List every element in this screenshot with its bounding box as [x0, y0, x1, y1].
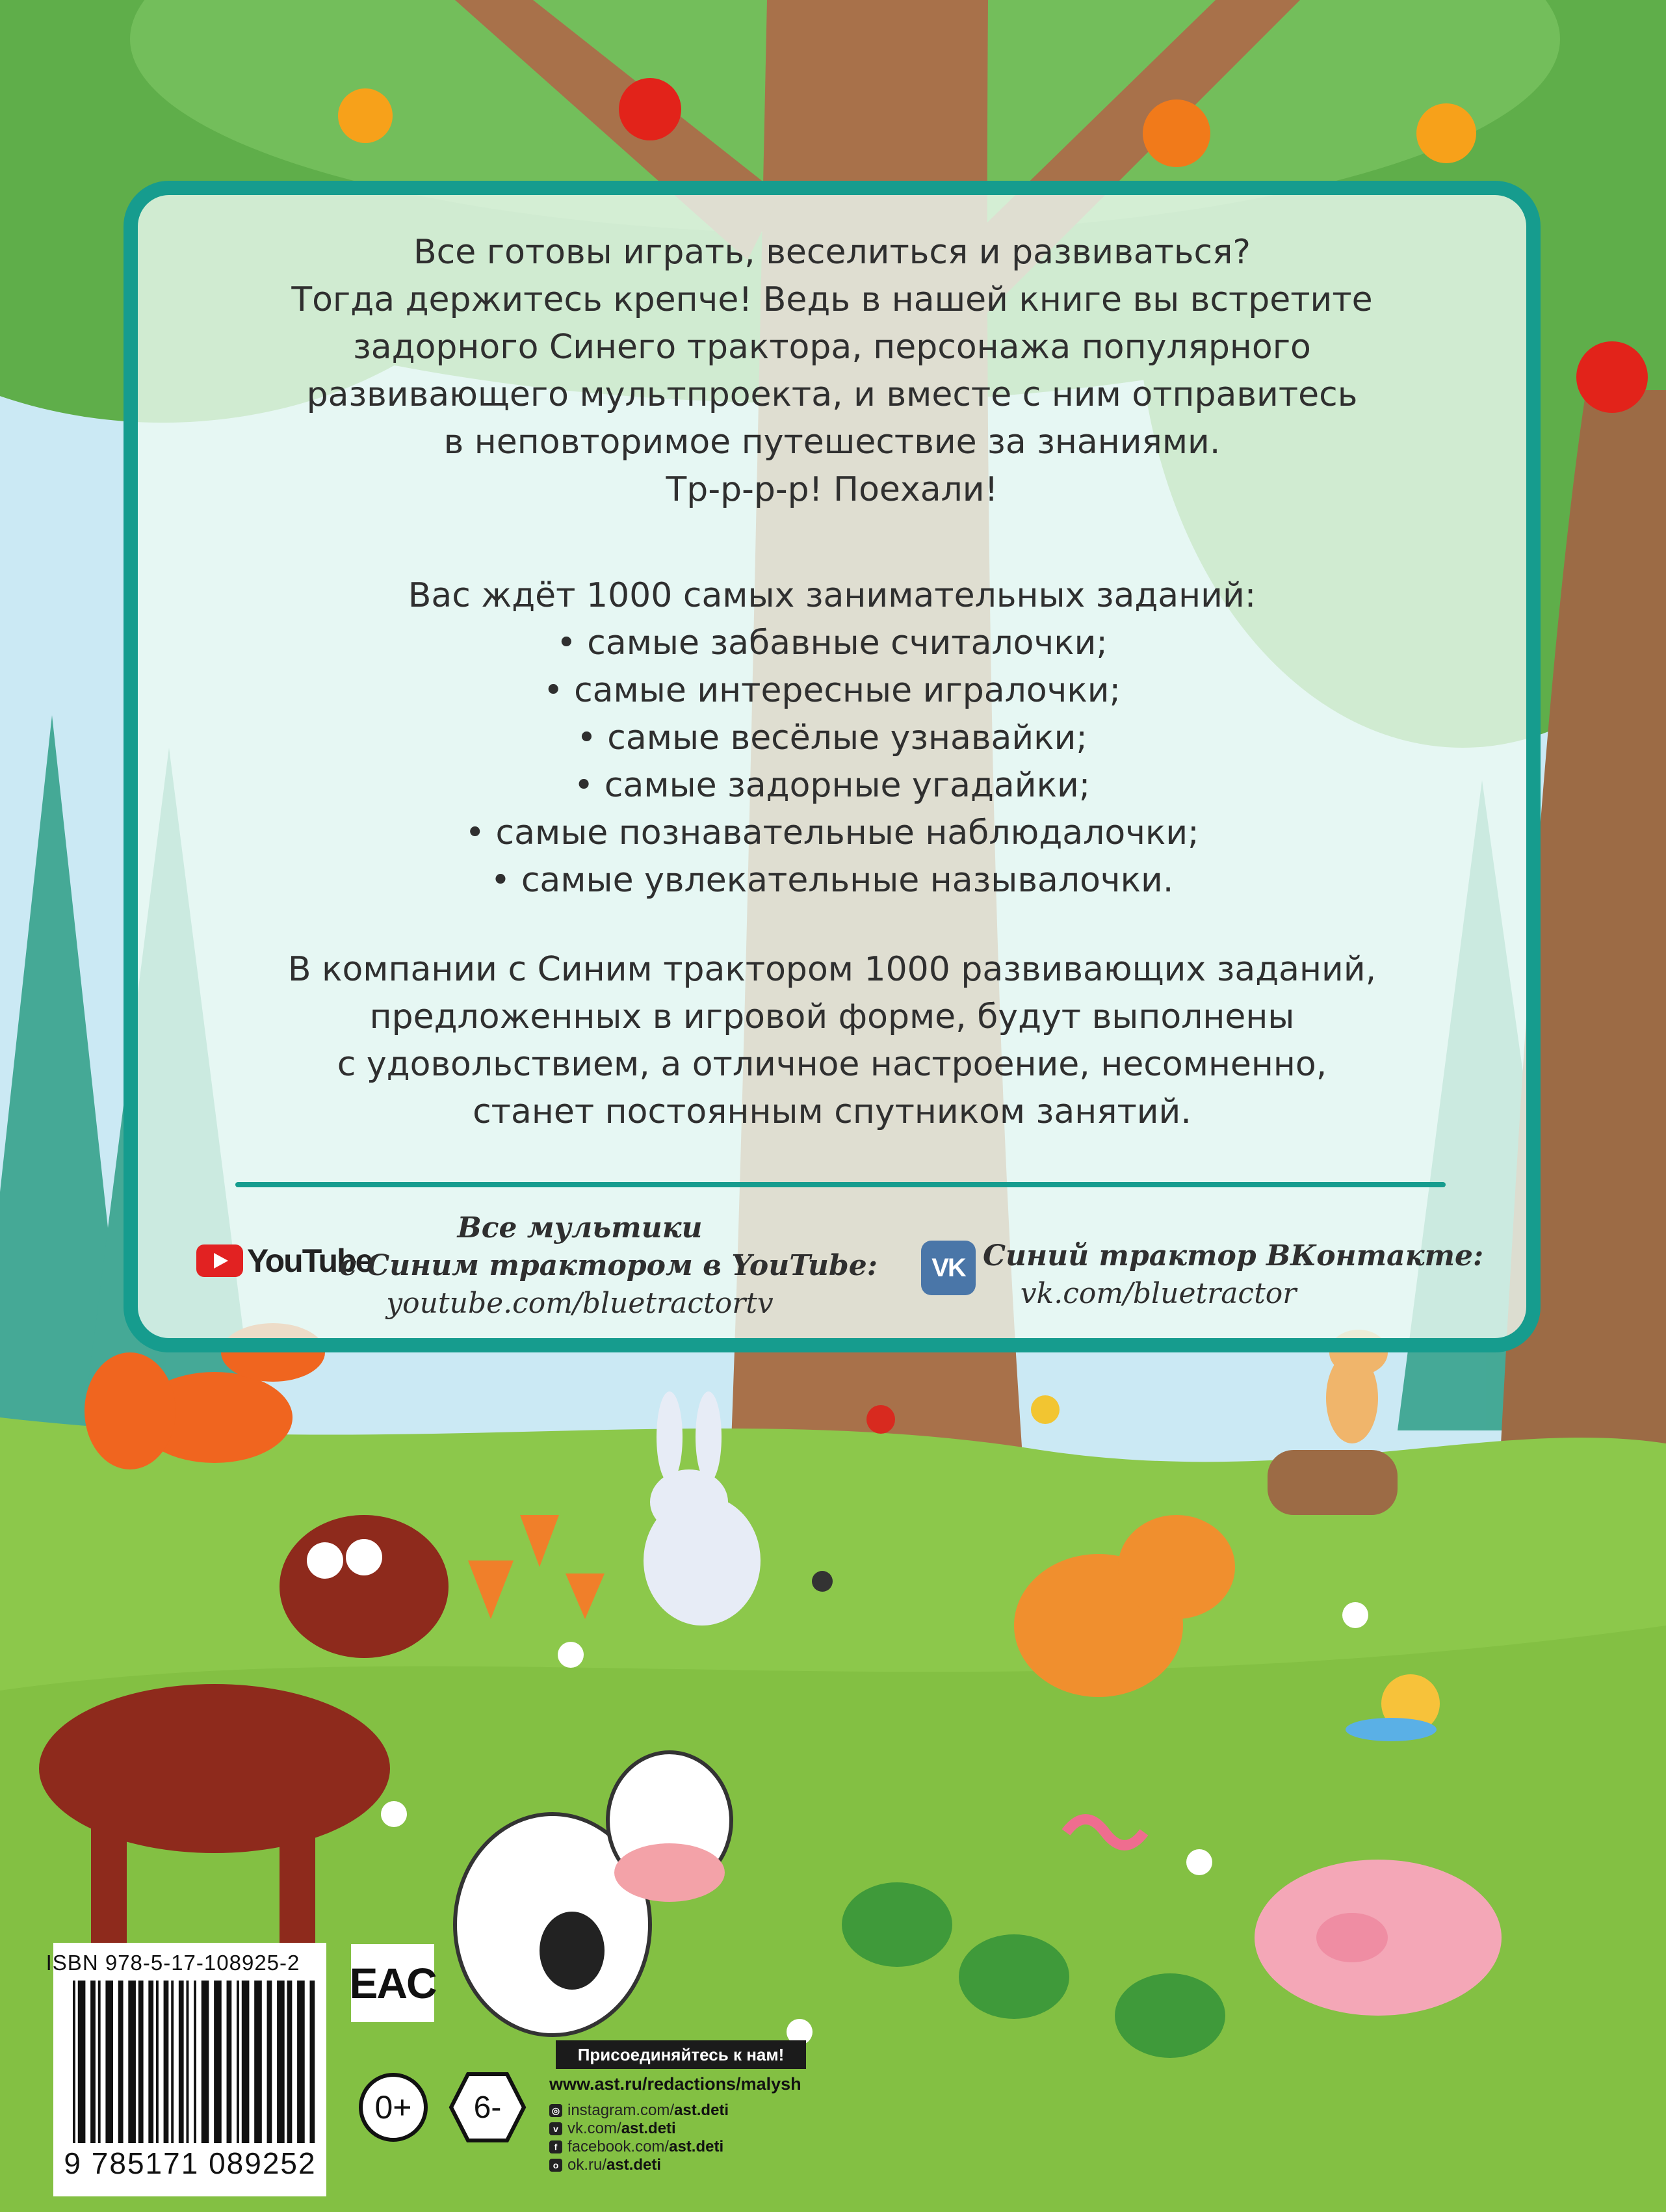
barcode-bar: [202, 1981, 209, 2143]
barcode-bar: [105, 1981, 113, 2143]
youtube-line2: с Синим трактором в YouTube:: [339, 1249, 878, 1282]
barcode-bar: [128, 1981, 136, 2143]
barcode-bar: [156, 1981, 159, 2143]
tasks-heading: Вас ждёт 1000 самых занимательных заданий:: [408, 576, 1256, 615]
task-item: • самые увлекательные называлочки.: [490, 861, 1174, 900]
barcode-bar: [118, 1981, 124, 2143]
task-item: • самые задорные угадайки;: [573, 766, 1091, 805]
social-link-instagram[interactable]: ◎ instagram.com/ ast.deti: [549, 2101, 729, 2120]
divider: [235, 1182, 1446, 1187]
youtube-play-icon: [196, 1244, 243, 1277]
eac-mark: EAC: [351, 1944, 434, 2022]
outro-line: В компании с Синим трактором 1000 развивающих заданий,: [287, 950, 1377, 989]
join-us-banner: Присоединяйтесь к нам!: [556, 2040, 806, 2069]
barcode-bar: [98, 1981, 101, 2143]
vk-line1: Синий трактор ВКонтакте:: [983, 1239, 1484, 1272]
barcode-bar: [309, 1981, 315, 2143]
barcode-bar: [186, 1981, 189, 2143]
barcode-bar: [297, 1981, 305, 2143]
barcode-bar: [73, 1981, 75, 2143]
outro-line: станет постоянным спутником занятий.: [473, 1092, 1191, 1131]
barcode-bar: [267, 1981, 272, 2143]
barcode-bar: [254, 1981, 262, 2143]
intro-line: развивающего мультпроекта, и вместе с ним отправитесь: [306, 375, 1358, 414]
barcode-bar: [164, 1981, 169, 2143]
youtube-line1: Все мультики: [457, 1211, 703, 1244]
youtube-wordmark: YouTube: [247, 1243, 372, 1279]
barcode: [73, 1981, 320, 2143]
social-link-facebook[interactable]: f facebook.com/ ast.deti: [549, 2138, 729, 2156]
barcode-bar: [148, 1981, 153, 2143]
task-item: • самые весёлые узнавайки;: [577, 718, 1087, 757]
barcode-bar: [237, 1981, 239, 2143]
vk-info: [983, 1237, 1484, 1313]
outro-line: предложенных в игровой форме, будут выполнены: [369, 997, 1295, 1036]
social-link-odnoklassniki[interactable]: o ok.ru/ ast.deti: [549, 2156, 729, 2174]
barcode-bar: [287, 1981, 293, 2143]
publisher-social-list: [549, 2101, 729, 2174]
tasks-list: [138, 572, 1526, 904]
facebook-icon: f: [549, 2140, 562, 2153]
vk-icon: v: [549, 2122, 562, 2135]
barcode-bar: [90, 1981, 96, 2143]
age-rating-0plus: 0+: [359, 2073, 428, 2142]
description-panel: [124, 181, 1541, 1352]
barcode-bar: [242, 1981, 250, 2143]
age-rating-6minus: 6-: [473, 2090, 502, 2125]
publisher-site-link[interactable]: www.ast.ru/redactions/malysh: [549, 2074, 801, 2094]
barcode-digits: 9 785171 089252: [64, 2146, 317, 2180]
vk-url-link[interactable]: vk.com/bluetractor: [1020, 1277, 1297, 1310]
intro-line: Все готовы играть, веселиться и развиваться?: [413, 233, 1251, 272]
task-item: • самые познавательные наблюдалочки;: [465, 813, 1199, 852]
barcode-bar: [78, 1981, 86, 2143]
barcode-bar: [227, 1981, 232, 2143]
youtube-url-link[interactable]: youtube.com/bluetractortv: [386, 1287, 774, 1320]
intro-line: Тр-р-р-р! Поехали!: [666, 470, 998, 509]
barcode-bar: [277, 1981, 285, 2143]
isbn-label: ISBN 978-5-17-108925-2: [46, 1951, 300, 1975]
social-link-vk[interactable]: v vk.com/ ast.deti: [549, 2120, 729, 2138]
odnoklassniki-icon: o: [549, 2159, 562, 2172]
intro-text: [138, 229, 1526, 514]
intro-line: Тогда держитесь крепче! Ведь в нашей книге вы встретите: [291, 280, 1373, 319]
barcode-bar: [179, 1981, 184, 2143]
youtube-info: [339, 1209, 878, 1323]
barcode-bar: [214, 1981, 222, 2143]
vk-logo-icon[interactable]: VK: [921, 1241, 976, 1295]
task-item: • самые интересные игралочки;: [543, 671, 1121, 710]
outro-text: [138, 946, 1526, 1136]
outro-line: с удовольствием, а отличное настроение, несомненно,: [337, 1045, 1327, 1084]
task-item: • самые забавные считалочки;: [556, 624, 1108, 663]
barcode-bar: [194, 1981, 196, 2143]
pig-illustration: [1255, 1860, 1502, 2016]
intro-line: задорного Синего трактора, персонажа популярного: [353, 328, 1311, 367]
intro-line: в неповторимое путешествие за знаниями.: [443, 423, 1221, 462]
instagram-icon: ◎: [549, 2104, 562, 2117]
barcode-bar: [138, 1981, 144, 2143]
barcode-bar: [171, 1981, 174, 2143]
